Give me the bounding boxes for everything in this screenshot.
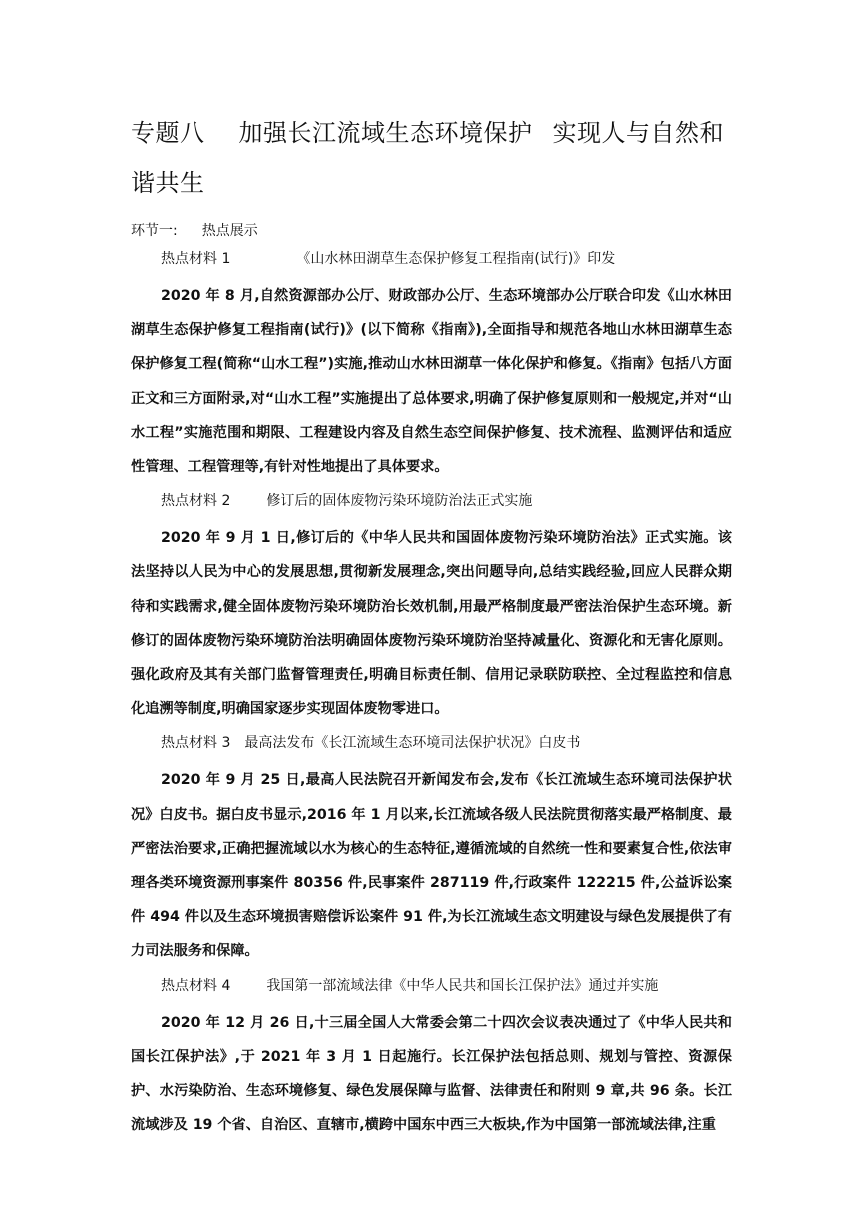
material-3-heading: 最高法发布《长江流域生态环境司法保护状况》白皮书 xyxy=(244,735,581,752)
title-part-1: 专题八 xyxy=(131,119,205,147)
material-1-number: 热点材料 1 xyxy=(161,251,231,267)
material-3-body: 2020 年 9 月 25 日,最高人民法院召开新闻发布会,发布《长江流域生态环境司法保护状况》白皮书。据白皮书显示,2016 年 1 月以来,长江流域各级人民法院贯彻落实最严格制度、最严密法治要求,正确把握流域以水为核心的生态特征,遵循流域的自然统一性和要素复合性,依法审理各类环境资源刑事案件 80356 件,民事案件 287119 件,行政案件 122215 件,公益诉讼案件 494 件以及生态环境损害赔偿诉讼案件 91 件,为长江流域生态文明建设与绿色发展提供了有力司法服务和保障。 xyxy=(131,772,732,960)
material-2-label xyxy=(131,491,732,511)
material-3-label xyxy=(131,733,732,753)
material-4-number: 热点材料 4 xyxy=(161,977,231,994)
material-2-body: 2020 年 9 月 1 日,修订后的《中华人民共和国固体废物污染环境防治法》正式实施。该法坚持以人民为中心的发展思想,贯彻新发展理念,突出问题导向,总结实践经验,回应人民群众期待和实践需求,健全固体废物污染环境防治长效机制,用最严格制度最严密法治保护生态环境。新修订的固体废物污染环境防治法明确固体废物污染环境防治坚持减量化、资源化和无害化原则。强化政府及其有关部门监督管理责任,明确目标责任制、信用记录联防联控、全过程监控和信息化追溯等制度,明确国家逐步实现固体废物零进口。 xyxy=(131,530,732,718)
material-1-label xyxy=(131,249,732,269)
material-4-body: 2020 年 12 月 26 日,十三届全国人大常委会第二十四次会议表决通过了《中华人民共和国长江保护法》,于 2021 年 3 月 1 日起施行。长江保护法包括总则、规划与管控、资源保护、水污染防治、生态环境修复、绿色发展保障与监督、法律责任和附则 9 章,共 96 条。长江流域涉及 19 个省、自治区、直辖市,横跨中国东中西三大板块,作为中国第一部流域法律,注重 xyxy=(131,1014,732,1134)
material-4-label xyxy=(131,976,732,996)
section-name: 环节一: xyxy=(131,223,178,239)
section-heading xyxy=(131,221,732,241)
material-2-number: 热点材料 2 xyxy=(161,493,231,510)
title-part-2: 加强长江流域生态环境保护 xyxy=(238,119,533,147)
material-1-body: 2020 年 8 月,自然资源部办公厅、财政部办公厅、生态环境部办公厅联合印发《山水林田湖草生态保护修复工程指南(试行)》(以下简称《指南》),全面指导和规范各地山水林田湖草生态保护修复工程(简称“山水工程”)实施,推动山水林田湖草一体化保护和修复。《指南》包括八方面正文和三方面附录,对“山水工程”实施提出了总体要求,明确了保护修复原则和一般规定,并对“山水工程”实施范围和期限、工程建设内容及自然生态空间保护修复、技术流程、监测评估和适应性管理、工程管理等,有针对性地提出了具体要求。 xyxy=(131,288,732,476)
material-3-number: 热点材料 3 xyxy=(161,735,231,752)
material-1-heading: 《山水林田湖草生态保护修复工程指南(试行)》印发 xyxy=(296,251,616,267)
material-2-heading: 修订后的固体废物污染环境防治法正式实施 xyxy=(266,493,533,510)
title-part-3: 实现人与自然和谐共生 xyxy=(131,119,724,197)
page-title xyxy=(131,108,732,208)
section-topic: 热点展示 xyxy=(201,223,258,239)
material-4-heading: 我国第一部流域法律《中华人民共和国长江保护法》通过并实施 xyxy=(266,977,659,994)
